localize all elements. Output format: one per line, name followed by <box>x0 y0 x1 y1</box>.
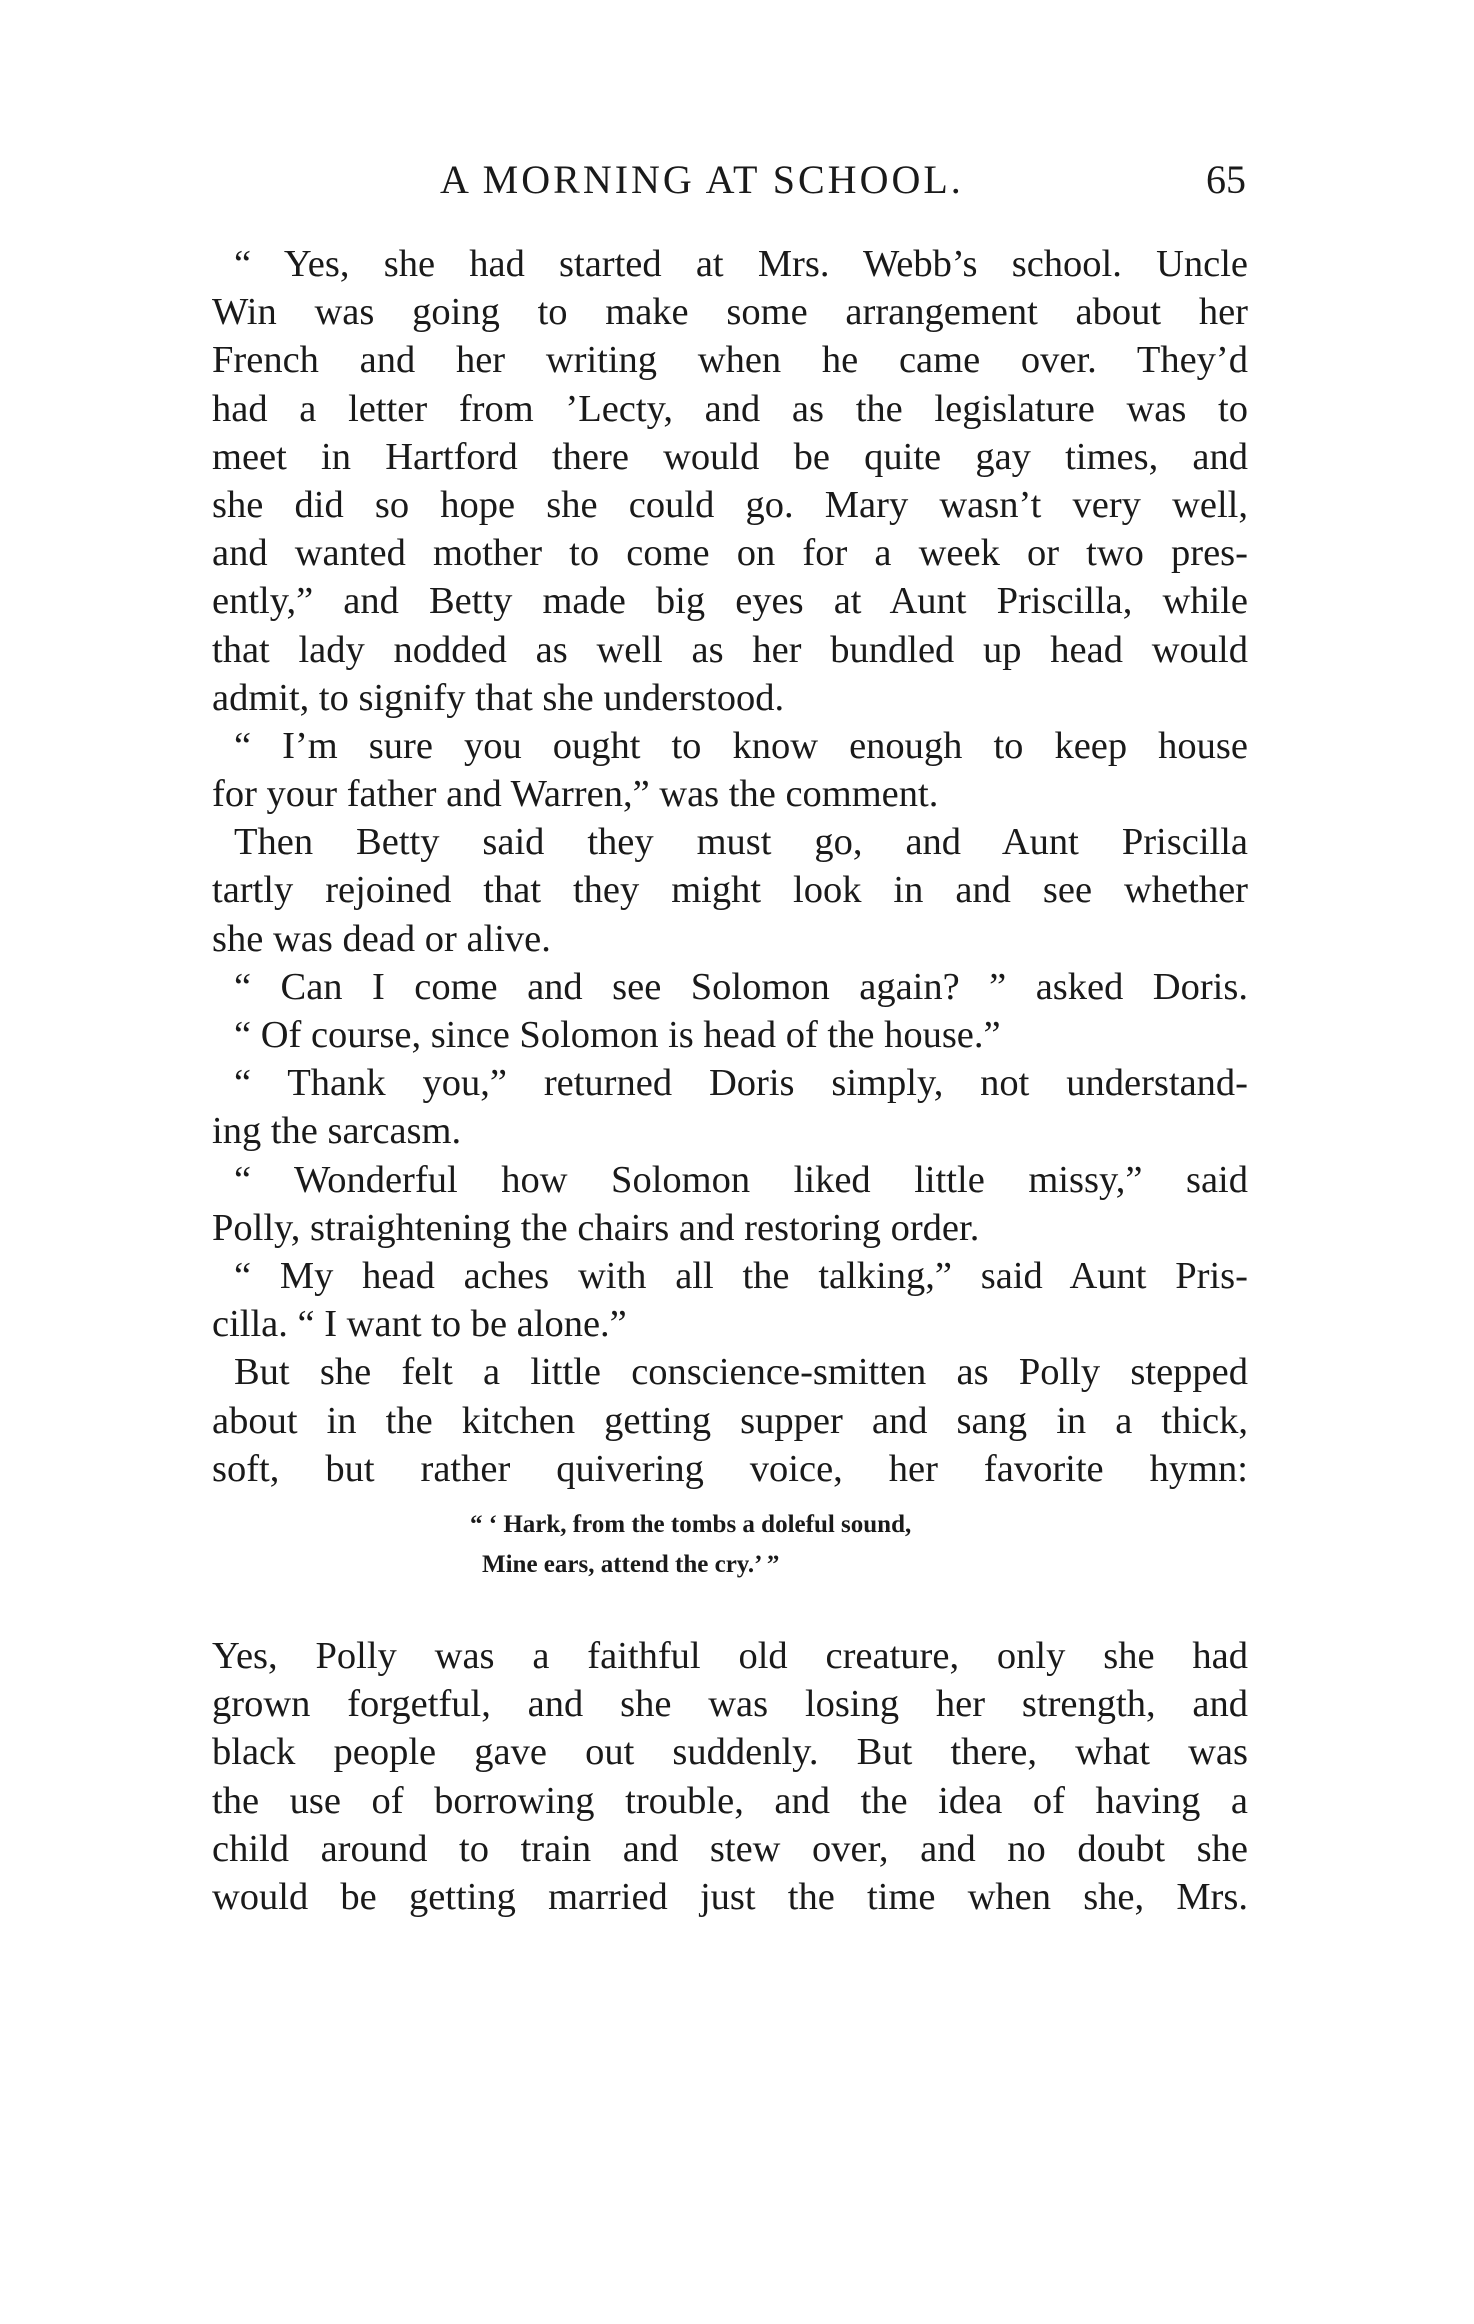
hymn-quote <box>470 1505 911 1585</box>
text-line: French and her writing when he came over. They’d <box>212 339 1248 382</box>
running-head <box>0 150 1474 210</box>
running-title: A MORNING AT SCHOOL. <box>440 157 964 202</box>
text-line: ing the sarcasm. <box>212 1110 462 1153</box>
text-line: would be getting married just the time when she, Mrs. <box>212 1875 1248 1918</box>
text-line: cilla. “ I want to be alone.” <box>212 1303 627 1346</box>
text-line: child around to train and stew over, and no doubt she <box>212 1827 1248 1870</box>
text-line: Win was going to make some arrangement about her <box>212 291 1248 334</box>
text-line: Yes, Polly was a faithful old creature, only she had <box>212 1635 1248 1677</box>
text-line: that lady nodded as well as her bundled up head would <box>212 628 1248 671</box>
text-line: grown forgetful, and she was losing her strength, and <box>212 1683 1248 1726</box>
text-line: “ My head aches with all the talking,” said Aunt Pris- <box>234 1254 1248 1297</box>
text-line: “ Can I come and see Solomon again? ” asked Doris. <box>234 965 1248 1008</box>
body-text-part-1 <box>212 240 1248 1493</box>
text-line: Then Betty said they must go, and Aunt Priscilla <box>234 821 1248 864</box>
text-line: “ Thank you,” returned Doris simply, not understand- <box>234 1062 1248 1105</box>
text-line: she was dead or alive. <box>212 917 551 960</box>
text-line: But she felt a little conscience-smitten as Polly stepped <box>234 1351 1248 1394</box>
text-line: soft, but rather quivering voice, her favorite hymn: <box>212 1447 1248 1490</box>
text-line: black people gave out suddenly. But there, what was <box>212 1731 1248 1774</box>
text-line: for your father and Warren,” was the comment. <box>212 773 939 816</box>
hymn-line: “ ‘ Hark, from the tombs a doleful sound, <box>470 1511 912 1538</box>
page-number: 65 <box>1206 157 1246 202</box>
text-line: and wanted mother to come on for a week or two pres- <box>212 532 1248 575</box>
text-line: “ Yes, she had started at Mrs. Webb’s school. Uncle <box>234 243 1248 285</box>
text-line: tartly rejoined that they might look in and see whether <box>212 869 1248 912</box>
text-line: she did so hope she could go. Mary wasn’t very well, <box>212 483 1248 526</box>
text-line: about in the kitchen getting supper and sang in a thick, <box>212 1399 1248 1442</box>
text-line: admit, to signify that she understood. <box>212 676 785 719</box>
text-line: ently,” and Betty made big eyes at Aunt Priscilla, while <box>212 580 1248 623</box>
text-line: “ Wonderful how Solomon liked little missy,” said <box>234 1158 1248 1201</box>
text-line: had a letter from ’Lecty, and as the legislature was to <box>212 387 1248 430</box>
hymn-line: Mine ears, attend the cry.’ ” <box>482 1551 780 1578</box>
text-line: “ I’m sure you ought to know enough to keep house <box>234 724 1248 767</box>
text-line: meet in Hartford there would be quite gay times, and <box>212 435 1248 478</box>
text-line: Polly, straightening the chairs and restoring order. <box>212 1206 980 1249</box>
text-line: the use of borrowing trouble, and the idea of having a <box>212 1779 1248 1822</box>
text-line: “ Of course, since Solomon is head of the house.” <box>234 1014 1001 1056</box>
body-text-part-2 <box>212 1632 1248 1921</box>
